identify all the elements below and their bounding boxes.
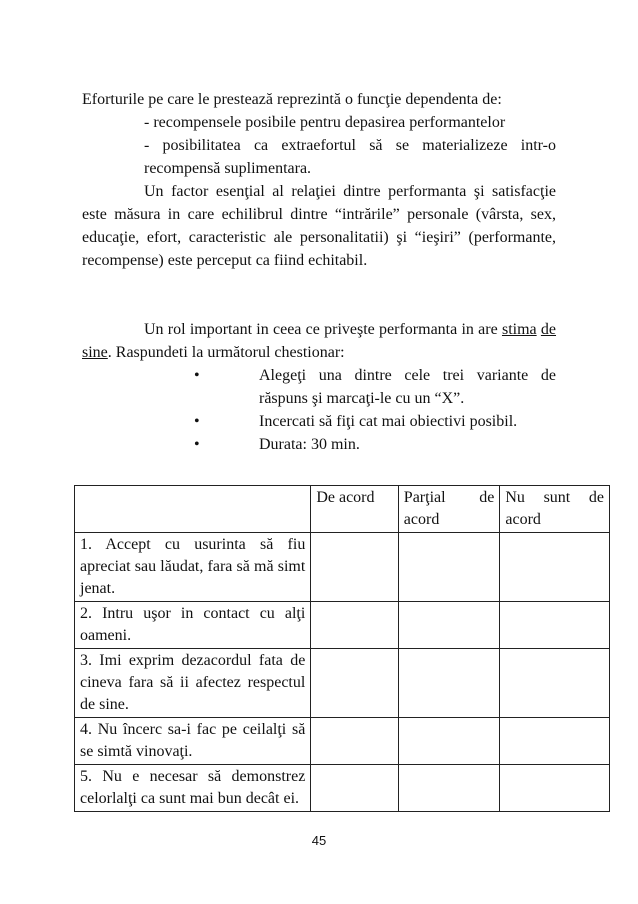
header-partial: Parţial de acord [398,486,500,533]
intro-text-start: Un rol important in ceea ce priveşte performanta in are [144,321,498,338]
answer-cell-agree[interactable] [311,649,398,718]
intro-paragraph [82,318,556,364]
instructions-list [82,364,556,456]
intro-underlined-de-sine: de sine [82,321,557,361]
table-header-row [75,486,610,533]
header-agree: De acord [311,486,398,533]
statement-cell: 2. Intru uşor in contact cu alţi oameni. [75,602,311,649]
statement-cell: 1. Accept cu usurinta să fiu apreciat sau lăudat, fara să mă simt jenat. [75,533,311,602]
intro-underlined-stima: stima [501,321,537,338]
questionnaire-table [74,485,610,812]
list-item-extra-effort [82,134,556,180]
answer-cell-agree[interactable] [311,718,398,765]
answer-cell-partial[interactable] [398,649,500,718]
answer-cell-disagree[interactable] [500,718,610,765]
paragraph-satisfaction: Un factor esenţial al relaţiei dintre performanta şi satisfacţie este măsura in care echilibrul dintre “intrările” personale (vârsta, sex, educaţie, efort, caracteristic ale personalitatii) şi “ieşiri” (performante, recompense) este perceput ca fiind echitabil. [82,183,556,269]
instruction-text: Alegeţi una dintre cele trei variante de răspuns şi marcaţi-le cu un “X”. [259,367,556,407]
bullet-icon: • [194,436,200,453]
statement-cell: 4. Nu încerc sa-i fac pe ceilalţi să se simtă vinovaţi. [75,718,311,765]
answer-cell-partial[interactable] [398,765,500,812]
bullet-icon: • [194,367,200,384]
answer-cell-agree[interactable] [311,765,398,812]
answer-cell-disagree[interactable] [500,765,610,812]
instruction-text: Durata: 30 min. [259,436,360,453]
statement-cell: 5. Nu e necesar să demonstrez celorlalţi ca sunt mai bun decât ei. [75,765,311,812]
body-text [82,88,556,272]
answer-cell-partial[interactable] [398,602,500,649]
answer-cell-partial[interactable] [398,718,500,765]
answer-cell-disagree[interactable] [500,602,610,649]
answer-cell-partial[interactable] [398,533,500,602]
table-row [75,649,610,718]
answer-cell-disagree[interactable] [500,533,610,602]
instruction-item [82,364,556,410]
paragraph-effort: Eforturile pe care le prestează reprezintă o funcţie dependenta de: [82,91,502,108]
bullet-icon: • [194,413,200,430]
page-number: 45 [311,833,327,848]
instruction-text: Incercati să fiţi cat mai obiectivi posibil. [259,413,518,430]
list-item-extra-effort-text: - posibilitatea ca extraefortul să se materializeze intr-o recompensă suplimentara. [144,137,556,177]
answer-cell-agree[interactable] [311,533,398,602]
table-row [75,765,610,812]
answer-cell-disagree[interactable] [500,649,610,718]
table-row [75,602,610,649]
table-row [75,718,610,765]
intro-text-end: . Raspundeti la următorul chestionar: [107,344,345,361]
list-item-rewards: - recompensele posibile pentru depasirea performantelor [144,114,506,131]
table-row [75,533,610,602]
instruction-item [82,433,556,456]
header-statement [75,486,311,533]
header-disagree: Nu sunt de acord [500,486,610,533]
statement-cell: 3. Imi exprim dezacordul fata de cineva fara să ii afectez respectul de sine. [75,649,311,718]
answer-cell-agree[interactable] [311,602,398,649]
instruction-item [82,410,556,433]
